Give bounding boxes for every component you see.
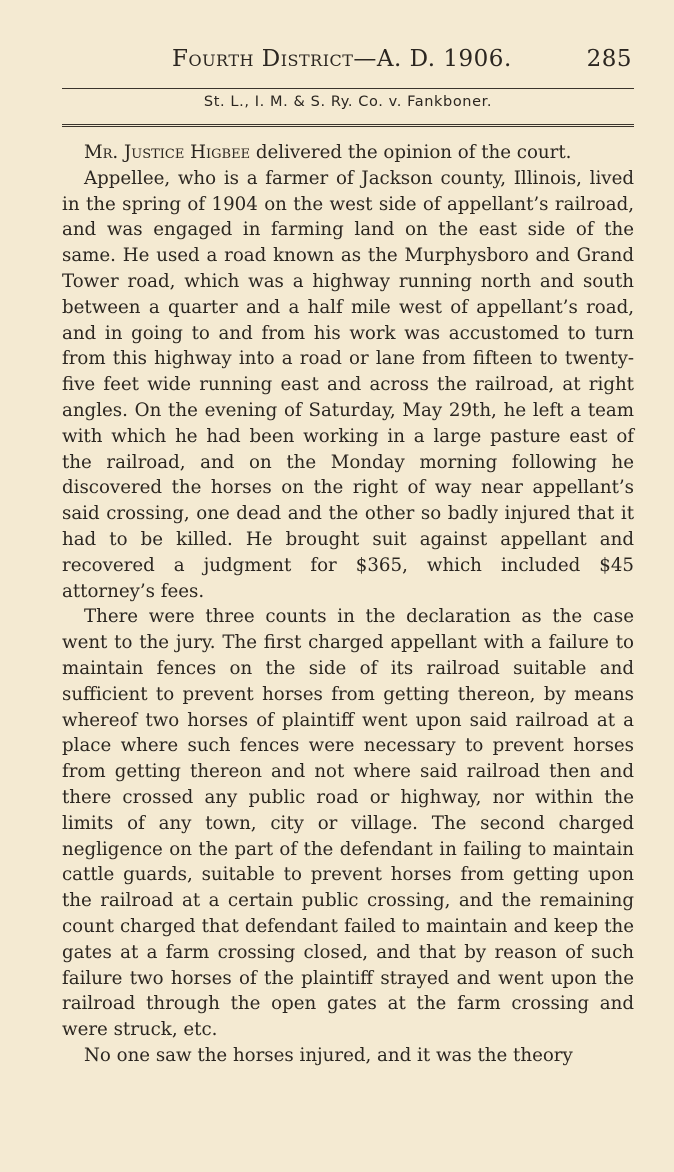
- header-rule: [62, 88, 634, 89]
- opinion-text: [62, 140, 634, 1069]
- justice-name: Mr. Justice Higbee: [84, 142, 251, 163]
- paragraph: No one saw the horses injured, and it was the theory: [84, 1044, 573, 1066]
- case-caption: St. L., I. M. & S. Ry. Co. v. Fankboner.: [203, 94, 493, 110]
- running-head-title: Fourth District—A. D. 1906.: [172, 46, 512, 72]
- caption-rule: [62, 124, 634, 127]
- page-number: 285: [586, 46, 632, 72]
- opinion-intro: [62, 140, 634, 166]
- intro-rest: delivered the opinion of the court.: [250, 142, 572, 163]
- running-head: [62, 46, 634, 80]
- paragraph: Appellee, who is a farmer of Jackson county, Illinois, lived in the spring of 1904 on the west side of appellant’s railroad, and was engaged in farming land on the east side of the same. He used a road known as the Murphysboro and Grand Tower road, which was a highway running north and south between a quarter and a half mile west of appellant’s road, and in going to and from his work was accustomed to turn from this highway into a road or lane from fifteen to twenty-five feet wide running east and across the railroad, at right angles. On the evening of Saturday, May 29th, he left a team with which he had been working in a large pasture east of the railroad, and on the Monday morning following he discovered the horses on the right of way near appellant’s said crossing, one dead and the other so badly injured that it had to be killed. He brought suit against appellant and recovered a judgment for $365, which included $45 attorney’s fees.: [62, 167, 634, 602]
- paragraph: There were three counts in the declaration as the case went to the jury. The first charged appellant with a failure to maintain fences on the side of its railroad suitable and sufficient to prevent horses from getting thereon, by means whereof two horses of plaintiff went upon said railroad at a place where such fences were necessary to prevent horses from getting thereon and not where said railroad then and there crossed any public road or highway, nor within the limits of any town, city or village. The second charged negligence on the part of the defendant in failing to maintain cattle guards, suitable to prevent horses from getting upon the railroad at a certain public crossing, and the remaining count charged that defendant failed to maintain and keep the gates at a farm crossing closed, and that by reason of such failure two horses of the plaintiff strayed and went upon the railroad through the open gates at the farm crossing and were struck, etc.: [62, 606, 634, 1041]
